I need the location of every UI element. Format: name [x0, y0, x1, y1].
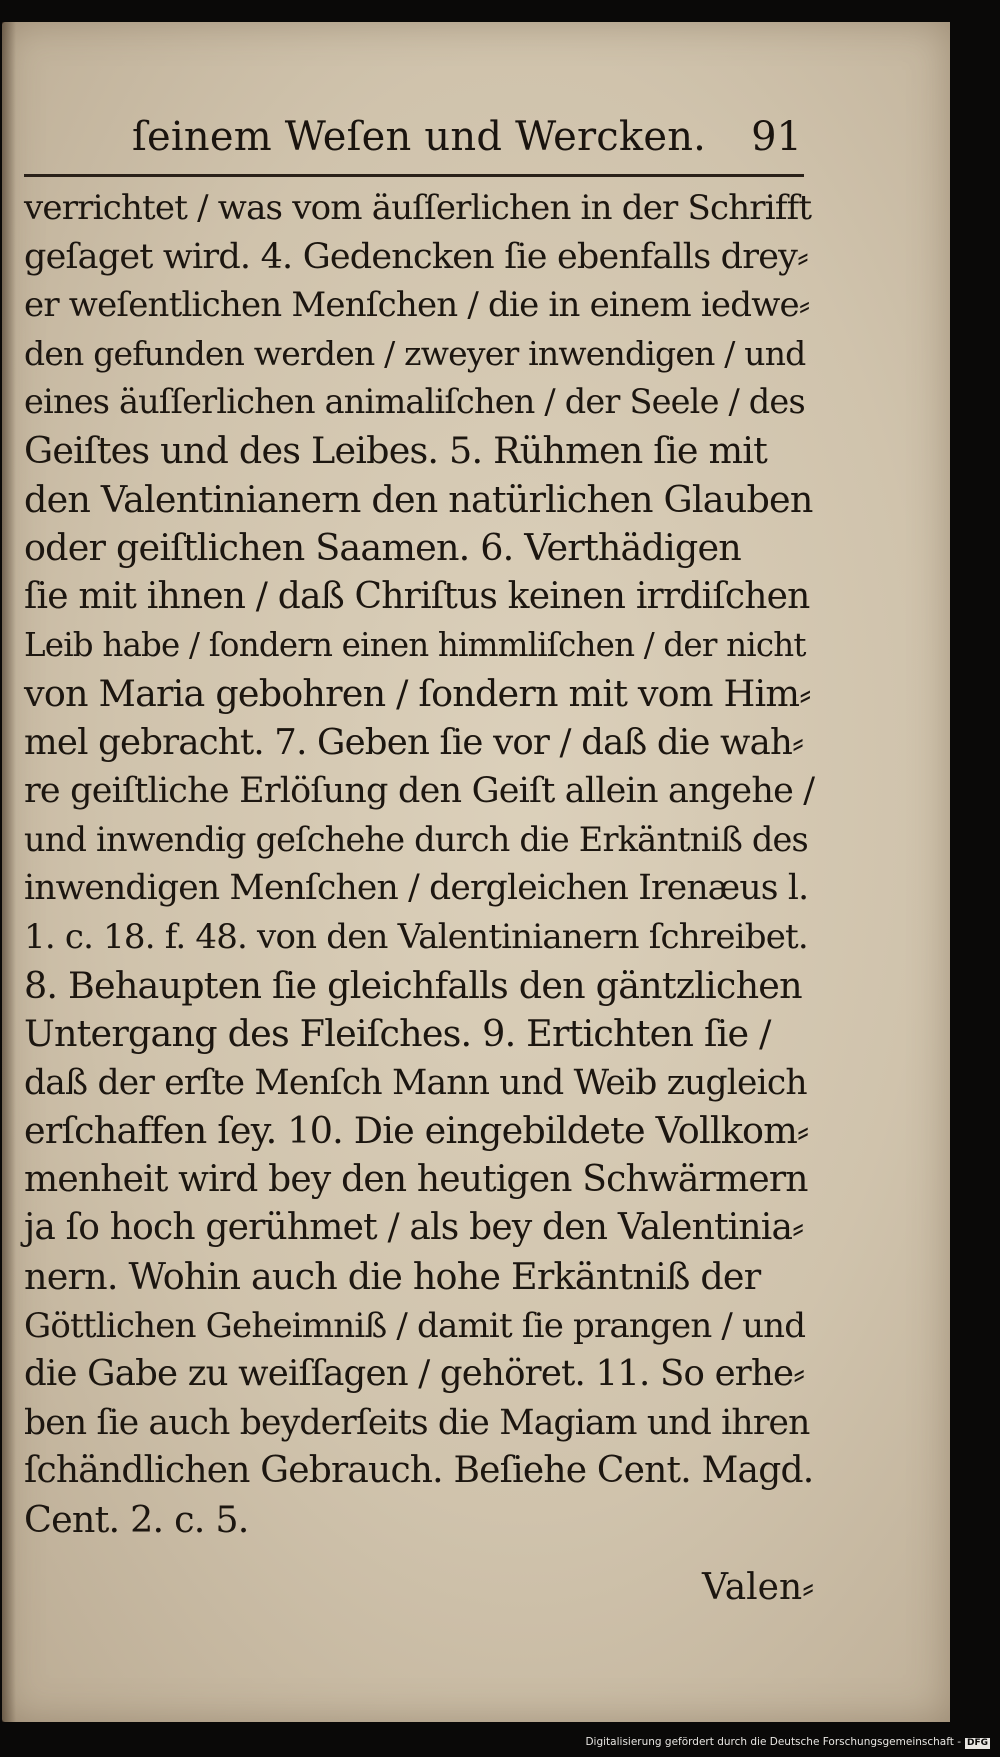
- text-line: und inwendig geſchehe durch die Erkäntniß des: [24, 819, 808, 859]
- text-line: 1. c. 18. f. 48. von den Valentinianern ſchreibet.: [24, 916, 808, 957]
- text-line: mel gebracht. 7. Geben ſie vor / daß die wah⸗: [24, 721, 804, 763]
- text-line: Cent. 2. c. 5.: [24, 1498, 249, 1542]
- digitization-credit: [0, 1736, 990, 1749]
- text-line: nern. Wohin auch die hohe Erkäntniß der: [24, 1255, 761, 1299]
- page-number: 91: [751, 114, 802, 160]
- text-line: die Gabe zu weiſſagen / gehöret. 11. So erhe⸗: [24, 1353, 805, 1395]
- text-line: menheit wird bey den heutigen Schwärmern: [24, 1158, 808, 1200]
- book-page: [2, 22, 950, 1722]
- text-line: verrichtet / was vom äuſſerlichen in der Schrifft: [24, 188, 812, 228]
- catchword: Valen⸗: [702, 1567, 815, 1608]
- page-spine-shadow: [2, 22, 16, 1722]
- text-line: Leib habe / ſondern einen himmliſchen / der nicht: [24, 626, 806, 665]
- text-line: daß der erſte Menſch Mann und Weib zugleich: [24, 1062, 807, 1103]
- text-line: Untergang des Fleiſches. 9. Ertichten ſie /: [24, 1012, 771, 1056]
- credit-text: Digitalisierung gefördert durch die Deutsche Forschungsgemeinschaft -: [585, 1736, 961, 1748]
- running-title: ſeinem Weſen und Wercken.: [132, 114, 707, 160]
- text-line: geſaget wird. 4. Gedencken ſie ebenfalls drey⸗: [24, 236, 808, 277]
- text-line: Göttlichen Geheimniß / damit ſie prangen / und: [24, 1305, 806, 1346]
- text-line: erſchaffen ſey. 10. Die eingebildete Vollkom⸗: [24, 1109, 809, 1153]
- text-line: oder geiſtlichen Saamen. 6. Verthädigen: [24, 526, 741, 570]
- dfg-logo: DFG: [966, 1738, 988, 1748]
- text-line: ja ſo hoch gerühmet / als bey den Valentinia⸗: [24, 1207, 804, 1249]
- text-body: [24, 184, 814, 1545]
- text-line: ſie mit ihnen / daß Chriſtus keinen irrdiſchen: [24, 575, 810, 617]
- text-line: ben ſie auch beyderſeits die Magiam und ihren: [24, 1402, 810, 1443]
- text-line: Geiſtes und des Leibes. 5. Rühmen ſie mit: [24, 428, 768, 472]
- header-rule: [24, 174, 804, 177]
- text-line: eines äuſſerlichen animaliſchen / der Seele / des: [24, 382, 805, 422]
- text-line: inwendigen Menſchen / dergleichen Irenæus l.: [24, 868, 809, 909]
- text-line: von Maria gebohren / ſondern mit vom Him⸗: [24, 671, 811, 715]
- text-line: 8. Behaupten ſie gleichfalls den gäntzlichen: [24, 963, 802, 1007]
- text-line: re geiſtliche Erlöſung den Geiſt allein angehe /: [24, 771, 815, 812]
- text-line: den gefunden werden / zweyer inwendigen / und: [24, 333, 806, 373]
- text-line: ſchändlichen Gebrauch. Beſiehe Cent. Magd.: [24, 1450, 814, 1492]
- text-line: er weſentlichen Menſchen / die in einem iedwe⸗: [24, 285, 810, 326]
- text-line: den Valentinianern den natürlichen Glauben: [24, 477, 813, 521]
